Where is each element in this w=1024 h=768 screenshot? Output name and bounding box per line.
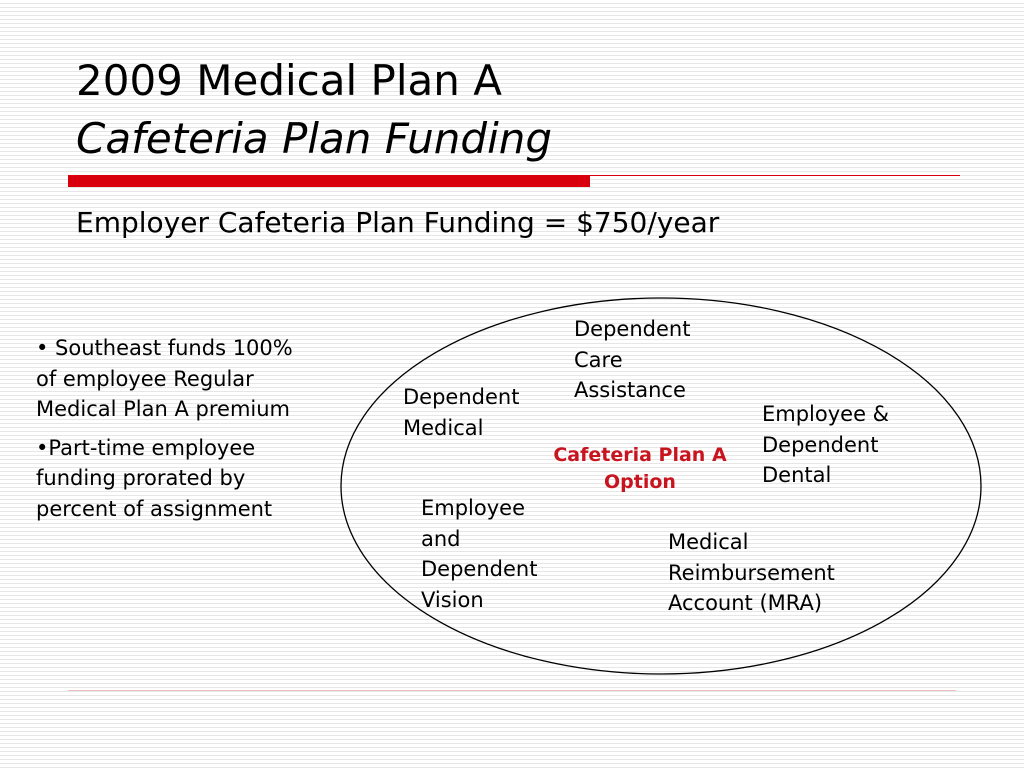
- footer-divider-line: [68, 690, 956, 691]
- bullet-item: •Part-time employee funding prorated by percent of assignment: [36, 435, 273, 521]
- option-line: Assistance: [574, 378, 686, 402]
- center-label: Cafeteria Plan A Option: [553, 444, 727, 493]
- slide-title-line1: 2009 Medical Plan A: [76, 56, 502, 105]
- option-line: Employee &: [762, 402, 890, 426]
- option-line: Dependent: [574, 317, 691, 341]
- option-line: Medical: [668, 530, 749, 554]
- option-dependent-medical: [403, 382, 519, 443]
- option-line: Employee: [421, 496, 526, 520]
- option-line: Account (MRA): [668, 591, 823, 615]
- slide-subtitle: Employer Cafeteria Plan Funding = $750/year: [76, 206, 720, 239]
- option-line: Dependent: [421, 557, 538, 581]
- option-dental: [762, 399, 889, 491]
- option-line: Dependent: [762, 432, 879, 457]
- option-line: Dependent: [403, 385, 520, 409]
- option-line: Reimbursement: [668, 560, 835, 585]
- option-line: Dental: [762, 463, 832, 487]
- option-vision: [421, 493, 537, 615]
- option-line: Vision: [421, 587, 484, 612]
- option-line: and: [421, 526, 461, 551]
- option-line: Medical: [403, 415, 484, 440]
- slide-title-line2: Cafeteria Plan Funding: [76, 114, 553, 163]
- option-dependent-care: [574, 314, 690, 406]
- option-line: Care: [574, 347, 623, 372]
- bullet-item: • Southeast funds 100% of employee Regular Medical Plan A premium: [36, 336, 293, 421]
- option-mra: [668, 527, 835, 619]
